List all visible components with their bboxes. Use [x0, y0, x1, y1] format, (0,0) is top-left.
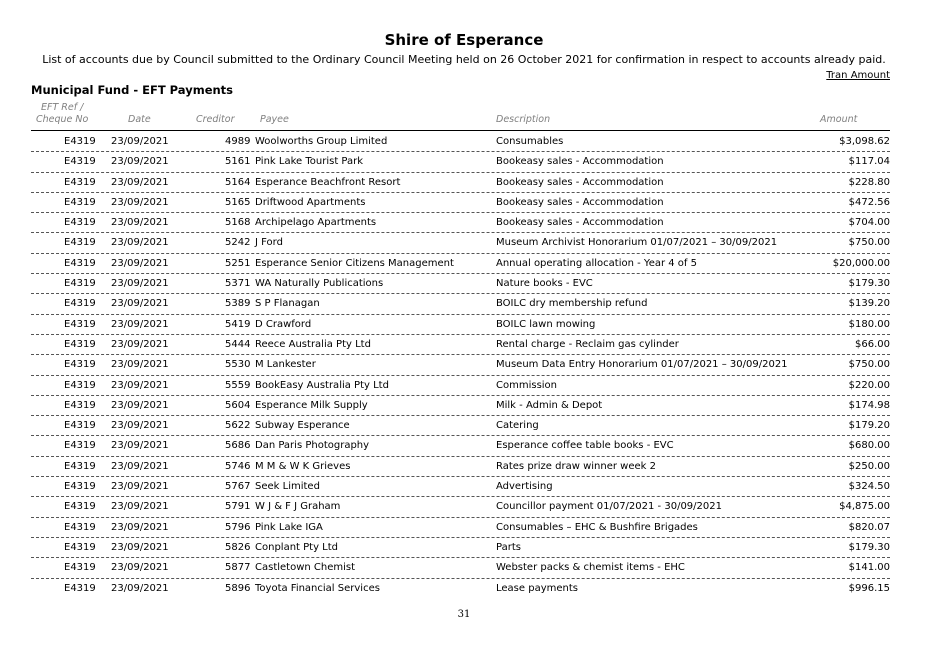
row-description: Catering: [496, 420, 539, 432]
row-creditor: 4989: [225, 136, 251, 147]
row-description: Rental charge - Reclaim gas cylinder: [496, 338, 679, 350]
row-ref: E4319: [64, 176, 96, 188]
row-ref: E4319: [64, 562, 96, 574]
row-payee: Toyota Financial Services: [255, 582, 380, 594]
row-date: 23/09/2021: [111, 562, 169, 574]
row-date: 23/09/2021: [111, 481, 169, 493]
row-payee: Subway Esperance: [255, 420, 350, 432]
row-date: 23/09/2021: [111, 359, 169, 371]
table-row: [31, 233, 890, 253]
table-row: [31, 132, 890, 152]
row-payee: Woolworths Group Limited: [255, 136, 388, 147]
row-amount: $324.50: [848, 481, 890, 493]
table-row: [31, 193, 890, 213]
row-payee: D Crawford: [255, 318, 312, 330]
row-payee: Driftwood Apartments: [255, 196, 366, 208]
table-row: [31, 254, 890, 274]
row-amount: $4,875.00: [839, 501, 890, 513]
row-payee: BookEasy Australia Pty Ltd: [255, 379, 389, 391]
page-number: 31: [457, 609, 471, 620]
row-ref: E4319: [64, 318, 96, 330]
row-creditor: 5251: [225, 257, 251, 269]
row-description: Museum Archivist Honorarium 01/07/2021 – 30/09/2021: [496, 237, 778, 249]
row-date: 23/09/2021: [111, 501, 169, 513]
row-description: Commission: [496, 379, 558, 391]
row-payee: Esperance Milk Supply: [255, 399, 368, 411]
row-date: 23/09/2021: [111, 399, 169, 411]
row-ref: E4319: [64, 440, 96, 452]
column-header-date: Date: [128, 114, 151, 125]
row-date: 23/09/2021: [111, 460, 169, 472]
row-creditor: 5242: [225, 237, 251, 249]
row-creditor: 5559: [225, 379, 251, 391]
row-amount: $117.04: [848, 156, 890, 168]
row-payee: Castletown Chemist: [255, 562, 356, 574]
row-amount: $750.00: [848, 237, 890, 249]
header-rule: [31, 130, 890, 131]
table-row: [31, 294, 890, 314]
document-subtitle: List of accounts due by Council submitted to the Ordinary Council Meeting held on 26 October 2021 for confirmation in respect to accounts already paid.: [42, 53, 886, 66]
row-description: Consumables: [496, 136, 564, 147]
table-row: [31, 274, 890, 294]
row-creditor: 5444: [225, 338, 251, 350]
row-description: Bookeasy sales - Accommodation: [496, 196, 664, 208]
row-description: Consumables – EHC & Bushfire Brigades: [496, 521, 698, 533]
column-header-description: Description: [496, 114, 551, 125]
row-description: Councillor payment 01/07/2021 - 30/09/2021: [496, 501, 722, 513]
row-payee: Esperance Senior Citizens Management: [255, 257, 454, 269]
row-creditor: 5796: [225, 521, 251, 533]
row-ref: E4319: [64, 521, 96, 533]
row-amount: $680.00: [848, 440, 890, 452]
table-row: [31, 538, 890, 558]
row-description: Esperance coffee table books - EVC: [496, 440, 674, 452]
table-row: [31, 457, 890, 477]
table-row: [31, 213, 890, 233]
table-row: [31, 315, 890, 335]
row-ref: E4319: [64, 257, 96, 269]
table-row: [31, 436, 890, 456]
column-header-ref-line1: EFT Ref /: [41, 102, 84, 113]
table-row: [31, 518, 890, 538]
row-ref: E4319: [64, 298, 96, 310]
row-date: 23/09/2021: [111, 136, 169, 147]
row-payee: M M & W K Grieves: [255, 460, 351, 472]
row-ref: E4319: [64, 481, 96, 493]
row-date: 23/09/2021: [111, 298, 169, 310]
row-payee: S P Flanagan: [255, 298, 320, 310]
row-creditor: 5165: [225, 196, 251, 208]
row-ref: E4319: [64, 156, 96, 168]
table-row: [31, 416, 890, 436]
row-amount: $704.00: [848, 217, 890, 229]
row-ref: E4319: [64, 541, 96, 553]
row-amount: $174.98: [848, 399, 890, 411]
row-ref: E4319: [64, 196, 96, 208]
row-creditor: 5896: [225, 582, 251, 594]
row-amount: $66.00: [855, 338, 890, 350]
table-row: [31, 173, 890, 193]
table-row: [31, 355, 890, 375]
row-description: Bookeasy sales - Accommodation: [496, 156, 664, 168]
row-date: 23/09/2021: [111, 521, 169, 533]
row-amount: $179.20: [848, 420, 890, 432]
row-amount: $139.20: [848, 298, 890, 310]
row-ref: E4319: [64, 217, 96, 229]
table-row: [31, 497, 890, 517]
row-amount: $179.30: [848, 541, 890, 553]
row-creditor: 5686: [225, 440, 251, 452]
row-amount: $20,000.00: [832, 257, 890, 269]
row-payee: Pink Lake IGA: [255, 521, 323, 533]
table-row: [31, 477, 890, 497]
row-date: 23/09/2021: [111, 257, 169, 269]
row-ref: E4319: [64, 582, 96, 594]
row-amount: $228.80: [848, 176, 890, 188]
row-creditor: 5767: [225, 481, 251, 493]
row-date: 23/09/2021: [111, 318, 169, 330]
table-row: [31, 152, 890, 172]
row-description: BOILC dry membership refund: [496, 298, 648, 310]
row-amount: $750.00: [848, 359, 890, 371]
table-row: [31, 558, 890, 578]
table-row: [31, 579, 890, 598]
row-creditor: 5791: [225, 501, 251, 513]
column-header-payee: Payee: [260, 114, 289, 125]
row-ref: E4319: [64, 420, 96, 432]
row-payee: Seek Limited: [255, 481, 320, 493]
row-description: Milk - Admin & Depot: [496, 399, 603, 411]
row-creditor: 5826: [225, 541, 251, 553]
row-ref: E4319: [64, 501, 96, 513]
row-ref: E4319: [64, 338, 96, 350]
table-row: [31, 396, 890, 416]
row-ref: E4319: [64, 237, 96, 249]
row-payee: W J & F J Graham: [255, 501, 341, 513]
row-description: Advertising: [496, 481, 553, 493]
row-amount: $3,098.62: [839, 136, 890, 147]
row-creditor: 5622: [225, 420, 251, 432]
row-date: 23/09/2021: [111, 379, 169, 391]
row-description: Nature books - EVC: [496, 278, 593, 290]
row-creditor: 5604: [225, 399, 251, 411]
row-description: BOILC lawn mowing: [496, 318, 596, 330]
row-ref: E4319: [64, 379, 96, 391]
row-date: 23/09/2021: [111, 420, 169, 432]
row-description: Lease payments: [496, 582, 578, 594]
row-payee: Reece Australia Pty Ltd: [255, 338, 371, 350]
payments-table: [31, 132, 890, 598]
row-date: 23/09/2021: [111, 582, 169, 594]
row-creditor: 5746: [225, 460, 251, 472]
table-row: [31, 335, 890, 355]
row-description: Bookeasy sales - Accommodation: [496, 217, 664, 229]
column-header-creditor: Creditor: [196, 114, 235, 125]
row-date: 23/09/2021: [111, 440, 169, 452]
row-date: 23/09/2021: [111, 237, 169, 249]
row-amount: $820.07: [848, 521, 890, 533]
row-date: 23/09/2021: [111, 196, 169, 208]
row-ref: E4319: [64, 460, 96, 472]
row-amount: $996.15: [848, 582, 890, 594]
row-description: Parts: [496, 541, 521, 553]
row-creditor: 5164: [225, 176, 251, 188]
row-description: Rates prize draw winner week 2: [496, 460, 656, 472]
row-creditor: 5161: [225, 156, 251, 168]
row-payee: J Ford: [255, 237, 283, 249]
row-payee: Conplant Pty Ltd: [255, 541, 339, 553]
row-creditor: 5389: [225, 298, 251, 310]
row-ref: E4319: [64, 359, 96, 371]
row-amount: $220.00: [848, 379, 890, 391]
row-description: Museum Data Entry Honorarium 01/07/2021 – 30/09/2021: [496, 359, 788, 371]
row-payee: Archipelago Apartments: [255, 217, 377, 229]
row-amount: $179.30: [848, 278, 890, 290]
row-description: Webster packs & chemist items - EHC: [496, 562, 685, 574]
row-date: 23/09/2021: [111, 217, 169, 229]
row-creditor: 5168: [225, 217, 251, 229]
row-creditor: 5371: [225, 278, 251, 290]
row-payee: Pink Lake Tourist Park: [255, 156, 364, 168]
tran-amount-label: Tran Amount: [826, 70, 890, 81]
row-ref: E4319: [64, 399, 96, 411]
row-creditor: 5419: [225, 318, 251, 330]
document-title: Shire of Esperance: [384, 31, 544, 49]
row-payee: Dan Paris Photography: [255, 440, 370, 452]
row-creditor: 5877: [225, 562, 251, 574]
row-amount: $472.56: [848, 196, 890, 208]
row-date: 23/09/2021: [111, 541, 169, 553]
row-payee: WA Naturally Publications: [255, 278, 384, 290]
column-header-amount: Amount: [820, 114, 858, 125]
row-date: 23/09/2021: [111, 338, 169, 350]
row-payee: M Lankester: [255, 359, 316, 371]
row-amount: $141.00: [848, 562, 890, 574]
row-creditor: 5530: [225, 359, 251, 371]
row-date: 23/09/2021: [111, 156, 169, 168]
row-description: Bookeasy sales - Accommodation: [496, 176, 664, 188]
row-description: Annual operating allocation - Year 4 of 5: [496, 257, 697, 269]
row-date: 23/09/2021: [111, 278, 169, 290]
row-amount: $180.00: [848, 318, 890, 330]
row-ref: E4319: [64, 136, 96, 147]
row-payee: Esperance Beachfront Resort: [255, 176, 401, 188]
column-header-ref-line2: Cheque No: [36, 114, 89, 125]
row-ref: E4319: [64, 278, 96, 290]
table-row: [31, 376, 890, 396]
row-amount: $250.00: [848, 460, 890, 472]
fund-title: Municipal Fund - EFT Payments: [31, 83, 234, 97]
row-date: 23/09/2021: [111, 176, 169, 188]
